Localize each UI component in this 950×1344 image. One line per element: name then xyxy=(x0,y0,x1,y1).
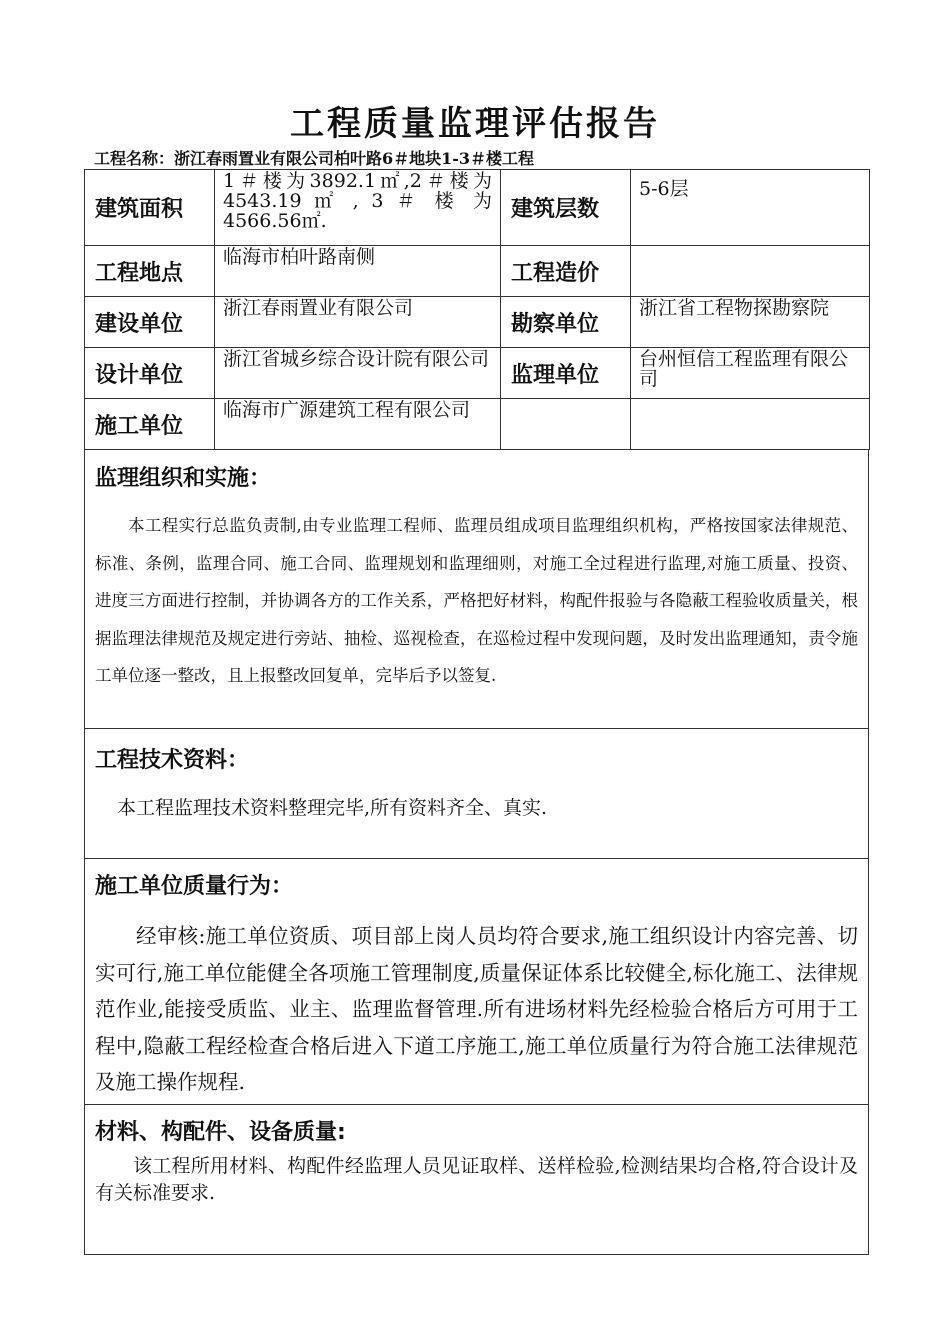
contractor-section xyxy=(84,859,869,1105)
cost-value xyxy=(631,246,870,297)
building-area-value: 1＃楼为3892.1㎡,2＃楼为4543.19 ㎡ , 3 ＃ 楼 为4566.56㎡. xyxy=(215,170,501,246)
owner-value: 浙江春雨置业有限公司 xyxy=(215,297,501,348)
survey-value: 浙江省工程物探勘察院 xyxy=(631,297,870,348)
table-row xyxy=(85,399,870,450)
cost-label: 工程造价 xyxy=(501,246,631,297)
technical-body: 本工程监理技术资料整理完毕,所有资料齐全、真实. xyxy=(117,797,548,819)
construction-label: 施工单位 xyxy=(85,399,215,450)
survey-label: 勘察单位 xyxy=(501,297,631,348)
construction-value: 临海市广源建筑工程有限公司 xyxy=(215,399,501,450)
report-title: 工程质量监理评估报告 xyxy=(290,104,660,144)
table-row xyxy=(85,348,870,399)
empty-cell xyxy=(501,399,631,450)
floors-value: 5-6层 xyxy=(631,170,870,246)
materials-heading: 材料、构配件、设备质量: xyxy=(95,1120,346,1145)
design-label: 设计单位 xyxy=(85,348,215,399)
floors-label: 建筑层数 xyxy=(501,170,631,246)
organization-heading: 监理组织和实施： xyxy=(95,466,272,491)
empty-cell xyxy=(631,399,870,450)
owner-label: 建设单位 xyxy=(85,297,215,348)
project-info-table xyxy=(84,169,870,450)
materials-body: 该工程所用材料、构配件经监理人员见证取样、送样检验,检测结果均合格,符合设计及有关标准要求. xyxy=(95,1155,858,1204)
design-value: 浙江省城乡综合设计院有限公司 xyxy=(215,348,501,399)
technical-section xyxy=(84,729,869,859)
organization-section xyxy=(84,449,869,729)
materials-section xyxy=(84,1105,869,1255)
supervision-value: 台州恒信工程监理有限公司 xyxy=(631,348,870,399)
supervision-label: 监理单位 xyxy=(501,348,631,399)
location-label: 工程地点 xyxy=(85,246,215,297)
project-name: 工程名称：浙江春雨置业有限公司柏叶路6＃地块1-3＃楼工程 xyxy=(94,149,535,168)
contractor-heading: 施工单位质量行为： xyxy=(95,874,294,899)
table-row xyxy=(85,170,870,246)
technical-heading: 工程技术资料： xyxy=(95,748,250,773)
table-row xyxy=(85,297,870,348)
location-value: 临海市柏叶路南侧 xyxy=(215,246,501,297)
building-area-label: 建筑面积 xyxy=(85,170,215,246)
organization-body: 本工程实行总监负责制,由专业监理工程师、监理员组成项目监理组织机构，严格按国家法律规范、标准、条例，监理合同、施工合同、监理规划和监理细则，对施工全过程进行监理,对施工质量、投资、进度三方面进行控制，并协调各方的工作关系，严格把好材料，构配件报验与各隐蔽工程验收质量关，根据监理法律规范及规定进行旁站、抽检、巡视检查，在巡检过程中发现问题，及时发出监理通知，责令施工单位逐一整改，且上报整改回复单，完毕后予以签复. xyxy=(95,516,858,685)
table-row xyxy=(85,246,870,297)
contractor-body: 经审核:施工单位资质、项目部上岗人员均符合要求,施工组织设计内容完善、切实可行,施工单位能健全各项施工管理制度,质量保证体系比较健全,标化施工、法律规范作业,能接受质监、业主、监理监督管理.所有进场材料先经检验合格后方可用于工程中,隐蔽工程经检查合格后进入下道工序施工,施工单位质量行为符合施工法律规范及施工操作规程. xyxy=(95,924,858,1094)
